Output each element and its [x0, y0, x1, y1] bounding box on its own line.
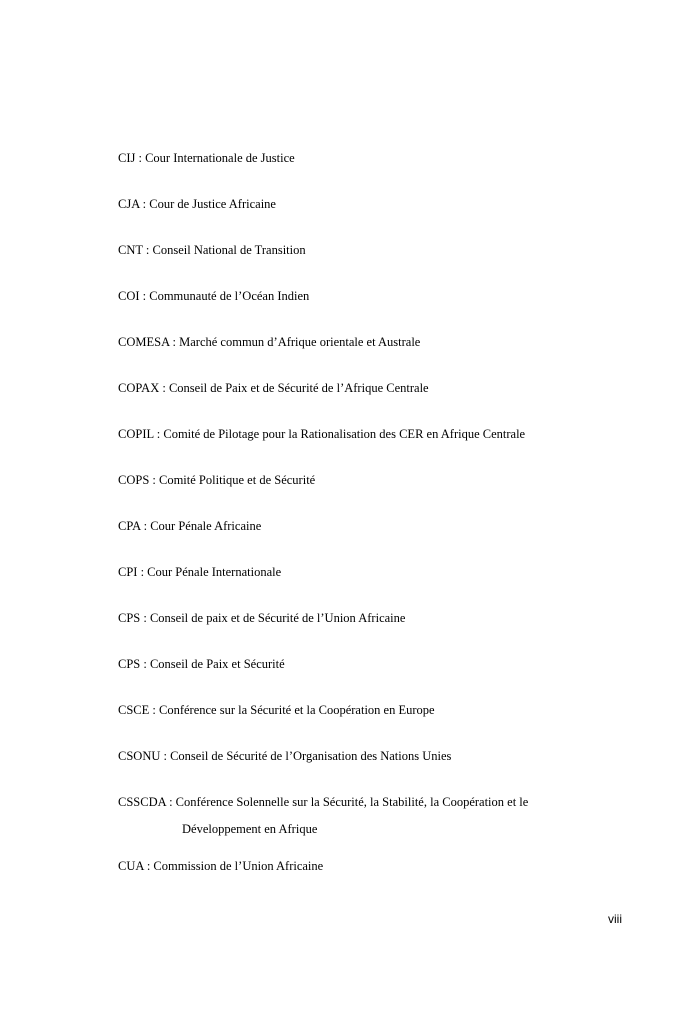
entry-text: CIJ : Cour Internationale de Justice: [118, 151, 295, 165]
abbreviation-entry: [118, 793, 638, 857]
abbreviation-entry: [118, 609, 638, 655]
entry-text: COPAX : Conseil de Paix et de Sécurité de l’Afrique Centrale: [118, 381, 429, 395]
entry-text: CSSCDA : Conférence Solennelle sur la Sécurité, la Stabilité, la Coopération et le: [118, 795, 529, 809]
abbreviation-entry: [118, 857, 638, 903]
abbreviation-entry: [118, 149, 638, 195]
entry-text: COPS : Comité Politique et de Sécurité: [118, 473, 316, 487]
abbreviation-list: [118, 149, 638, 903]
entry-continuation: Développement en Afrique: [182, 822, 318, 836]
entry-text: CPA : Cour Pénale Africaine: [118, 519, 262, 533]
entry-text: CSONU : Conseil de Sécurité de l’Organisation des Nations Unies: [118, 749, 452, 763]
entry-text: CPS : Conseil de paix et de Sécurité de l’Union Africaine: [118, 611, 406, 625]
abbreviation-entry: [118, 747, 638, 793]
entry-text: CPS : Conseil de Paix et Sécurité: [118, 657, 285, 671]
entry-text: CPI : Cour Pénale Internationale: [118, 565, 282, 579]
abbreviation-entry: [118, 287, 638, 333]
entry-text: COMESA : Marché commun d’Afrique orientale et Australe: [118, 335, 421, 349]
abbreviation-entry: [118, 655, 638, 701]
entry-text: CSCE : Conférence sur la Sécurité et la Coopération en Europe: [118, 703, 435, 717]
abbreviation-entry: [118, 517, 638, 563]
entry-text: CJA : Cour de Justice Africaine: [118, 197, 276, 211]
abbreviation-entry: [118, 425, 638, 471]
entry-text: CNT : Conseil National de Transition: [118, 243, 306, 257]
abbreviation-entry: [118, 379, 638, 425]
abbreviation-entry: [118, 333, 638, 379]
abbreviation-entry: [118, 563, 638, 609]
abbreviation-entry: [118, 241, 638, 287]
entry-text: CUA : Commission de l’Union Africaine: [118, 859, 324, 873]
page-number: viii: [608, 912, 622, 926]
abbreviation-entry: [118, 471, 638, 517]
abbreviation-entry: [118, 701, 638, 747]
abbreviation-entry: [118, 195, 638, 241]
entry-text: COPIL : Comité de Pilotage pour la Rationalisation des CER en Afrique Centrale: [118, 427, 526, 441]
entry-text: COI : Communauté de l’Océan Indien: [118, 289, 310, 303]
